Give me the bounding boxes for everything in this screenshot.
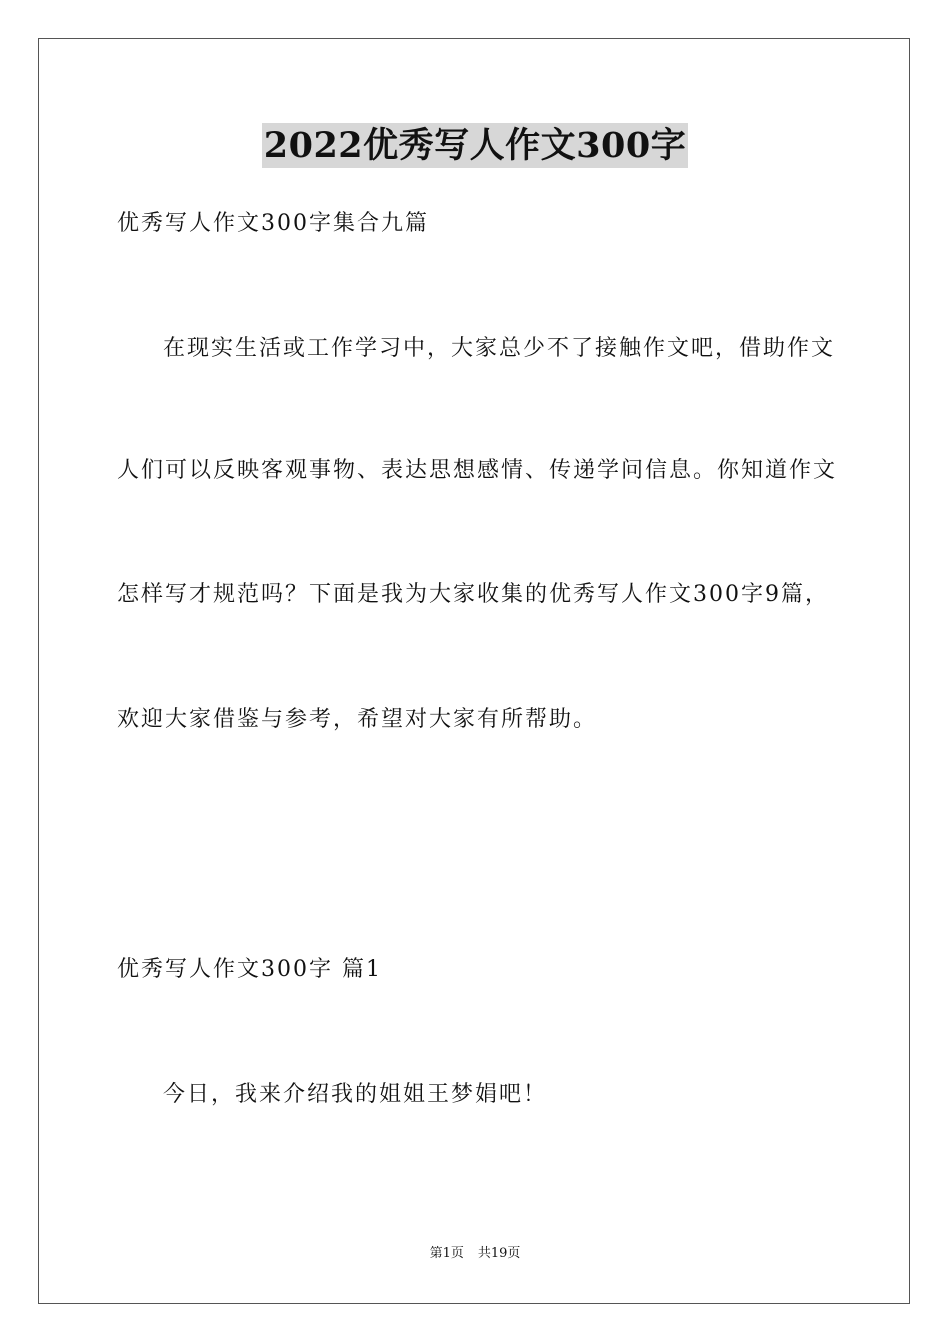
intro-line-2: 人们可以反映客观事物、表达思想感情、传递学问信息。你知道作文 (117, 458, 838, 483)
section-first-line: 今日，我来介绍我的姐姐王梦娟吧！ (163, 1082, 548, 1107)
intro-line-3: 怎样写才规范吗？下面是我为大家收集的优秀写人作文300字9篇， (117, 582, 829, 607)
intro-line-1: 在现实生活或工作学习中，大家总少不了接触作文吧，借助作文 (163, 336, 836, 361)
page-number: 第1页 (429, 1246, 464, 1261)
document-subtitle: 优秀写人作文300字集合九篇 (117, 211, 429, 236)
page-total: 共19页 (477, 1246, 521, 1261)
document-title: 2022优秀写人作文300字 (263, 125, 687, 166)
section-heading: 优秀写人作文300字 篇1 (117, 957, 382, 982)
page-footer (0, 1245, 950, 1263)
intro-line-4: 欢迎大家借鉴与参考，希望对大家有所帮助。 (117, 707, 598, 732)
title-container (0, 123, 950, 168)
